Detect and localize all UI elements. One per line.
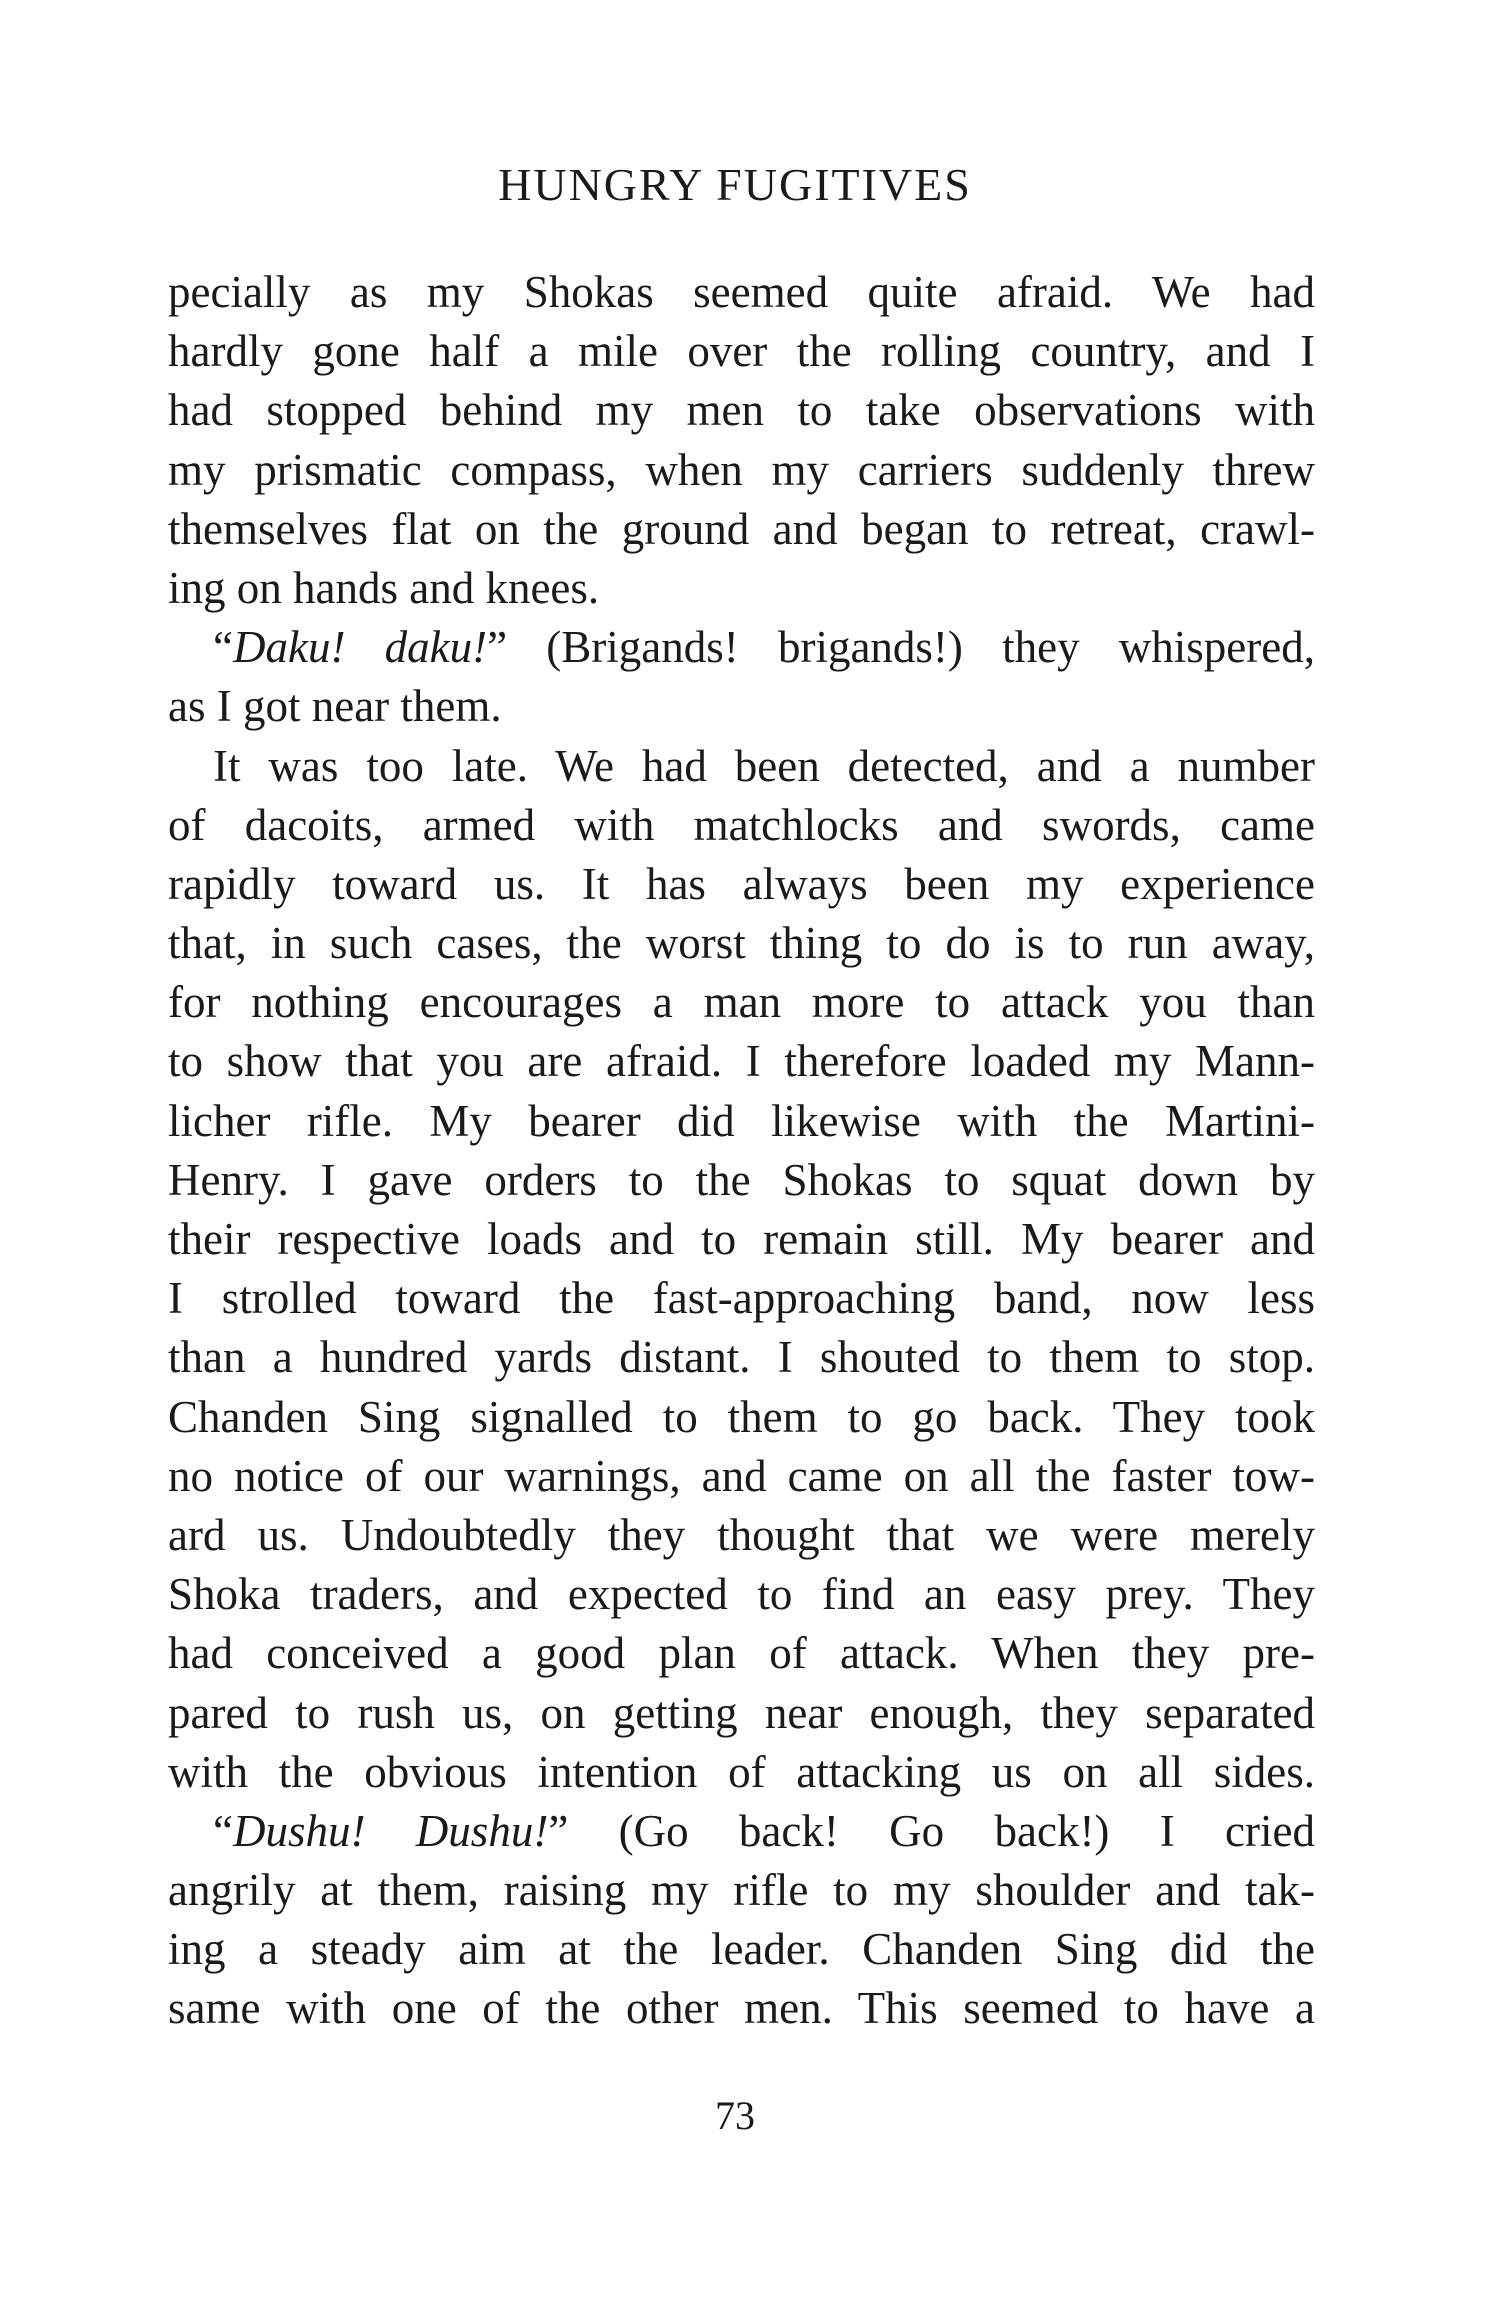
page-number: 73 — [715, 2093, 755, 2138]
text-line: themselves flat on the ground and began to retreat, crawl- — [168, 503, 1315, 554]
running-head: HUNGRY FUGITIVES — [498, 159, 972, 210]
text-line: angrily at them, raising my rifle to my shoulder and tak- — [168, 1865, 1315, 1916]
text-line: with the obvious intention of attacking us on all sides. — [168, 1746, 1315, 1797]
text-line-daku: “Daku! daku!” (Brigands! brigands!) they whispered, — [213, 622, 1315, 673]
text-line: I strolled toward the fast-approaching band, now less — [168, 1273, 1315, 1324]
text-line: that, in such cases, the worst thing to do is to run away, — [168, 918, 1315, 969]
text-line: as I got near them. — [168, 681, 502, 732]
text-line: Chanden Sing signalled to them to go back. They took — [168, 1391, 1315, 1442]
text-line: rapidly toward us. It has always been my experience — [168, 858, 1315, 909]
text-line: same with one of the other men. This seemed to have a — [168, 1983, 1315, 2034]
text-line: hardly gone half a mile over the rolling country, and I — [168, 326, 1315, 377]
text-line: no notice of our warnings, and came on all the faster tow- — [168, 1450, 1315, 1501]
text-line: ing on hands and knees. — [168, 562, 600, 613]
text-line: ing a steady aim at the leader. Chanden Sing did the — [168, 1924, 1315, 1975]
text-line: pecially as my Shokas seemed quite afraid. We had — [168, 267, 1315, 317]
text-line: licher rifle. My bearer did likewise with the Martini- — [168, 1095, 1315, 1146]
text-line: their respective loads and to remain still. My bearer and — [168, 1214, 1315, 1264]
text-line: for nothing encourages a man more to attack you than — [168, 977, 1315, 1028]
text-line: Shoka traders, and expected to find an easy prey. They — [168, 1569, 1315, 1620]
text-line: had stopped behind my men to take observations with — [168, 385, 1315, 436]
text-line: of dacoits, armed with matchlocks and swords, came — [168, 799, 1315, 850]
text-line: Henry. I gave orders to the Shokas to squat down by — [168, 1154, 1315, 1205]
text-line-dushu: “Dushu! Dushu!” (Go back! Go back!) I cried — [213, 1805, 1315, 1856]
text-line: had conceived a good plan of attack. When they pre- — [168, 1628, 1315, 1679]
text-line: than a hundred yards distant. I shouted to them to stop. — [168, 1332, 1315, 1383]
text-line: to show that you are afraid. I therefore loaded my Mann- — [168, 1036, 1315, 1087]
body-text — [168, 263, 1315, 2039]
text-line: pared to rush us, on getting near enough, they separated — [168, 1687, 1315, 1738]
text-line: It was too late. We had been detected, and a number — [213, 740, 1315, 791]
text-line: my prismatic compass, when my carriers suddenly threw — [168, 444, 1315, 495]
text-line: ard us. Undoubtedly they thought that we were merely — [168, 1509, 1315, 1560]
